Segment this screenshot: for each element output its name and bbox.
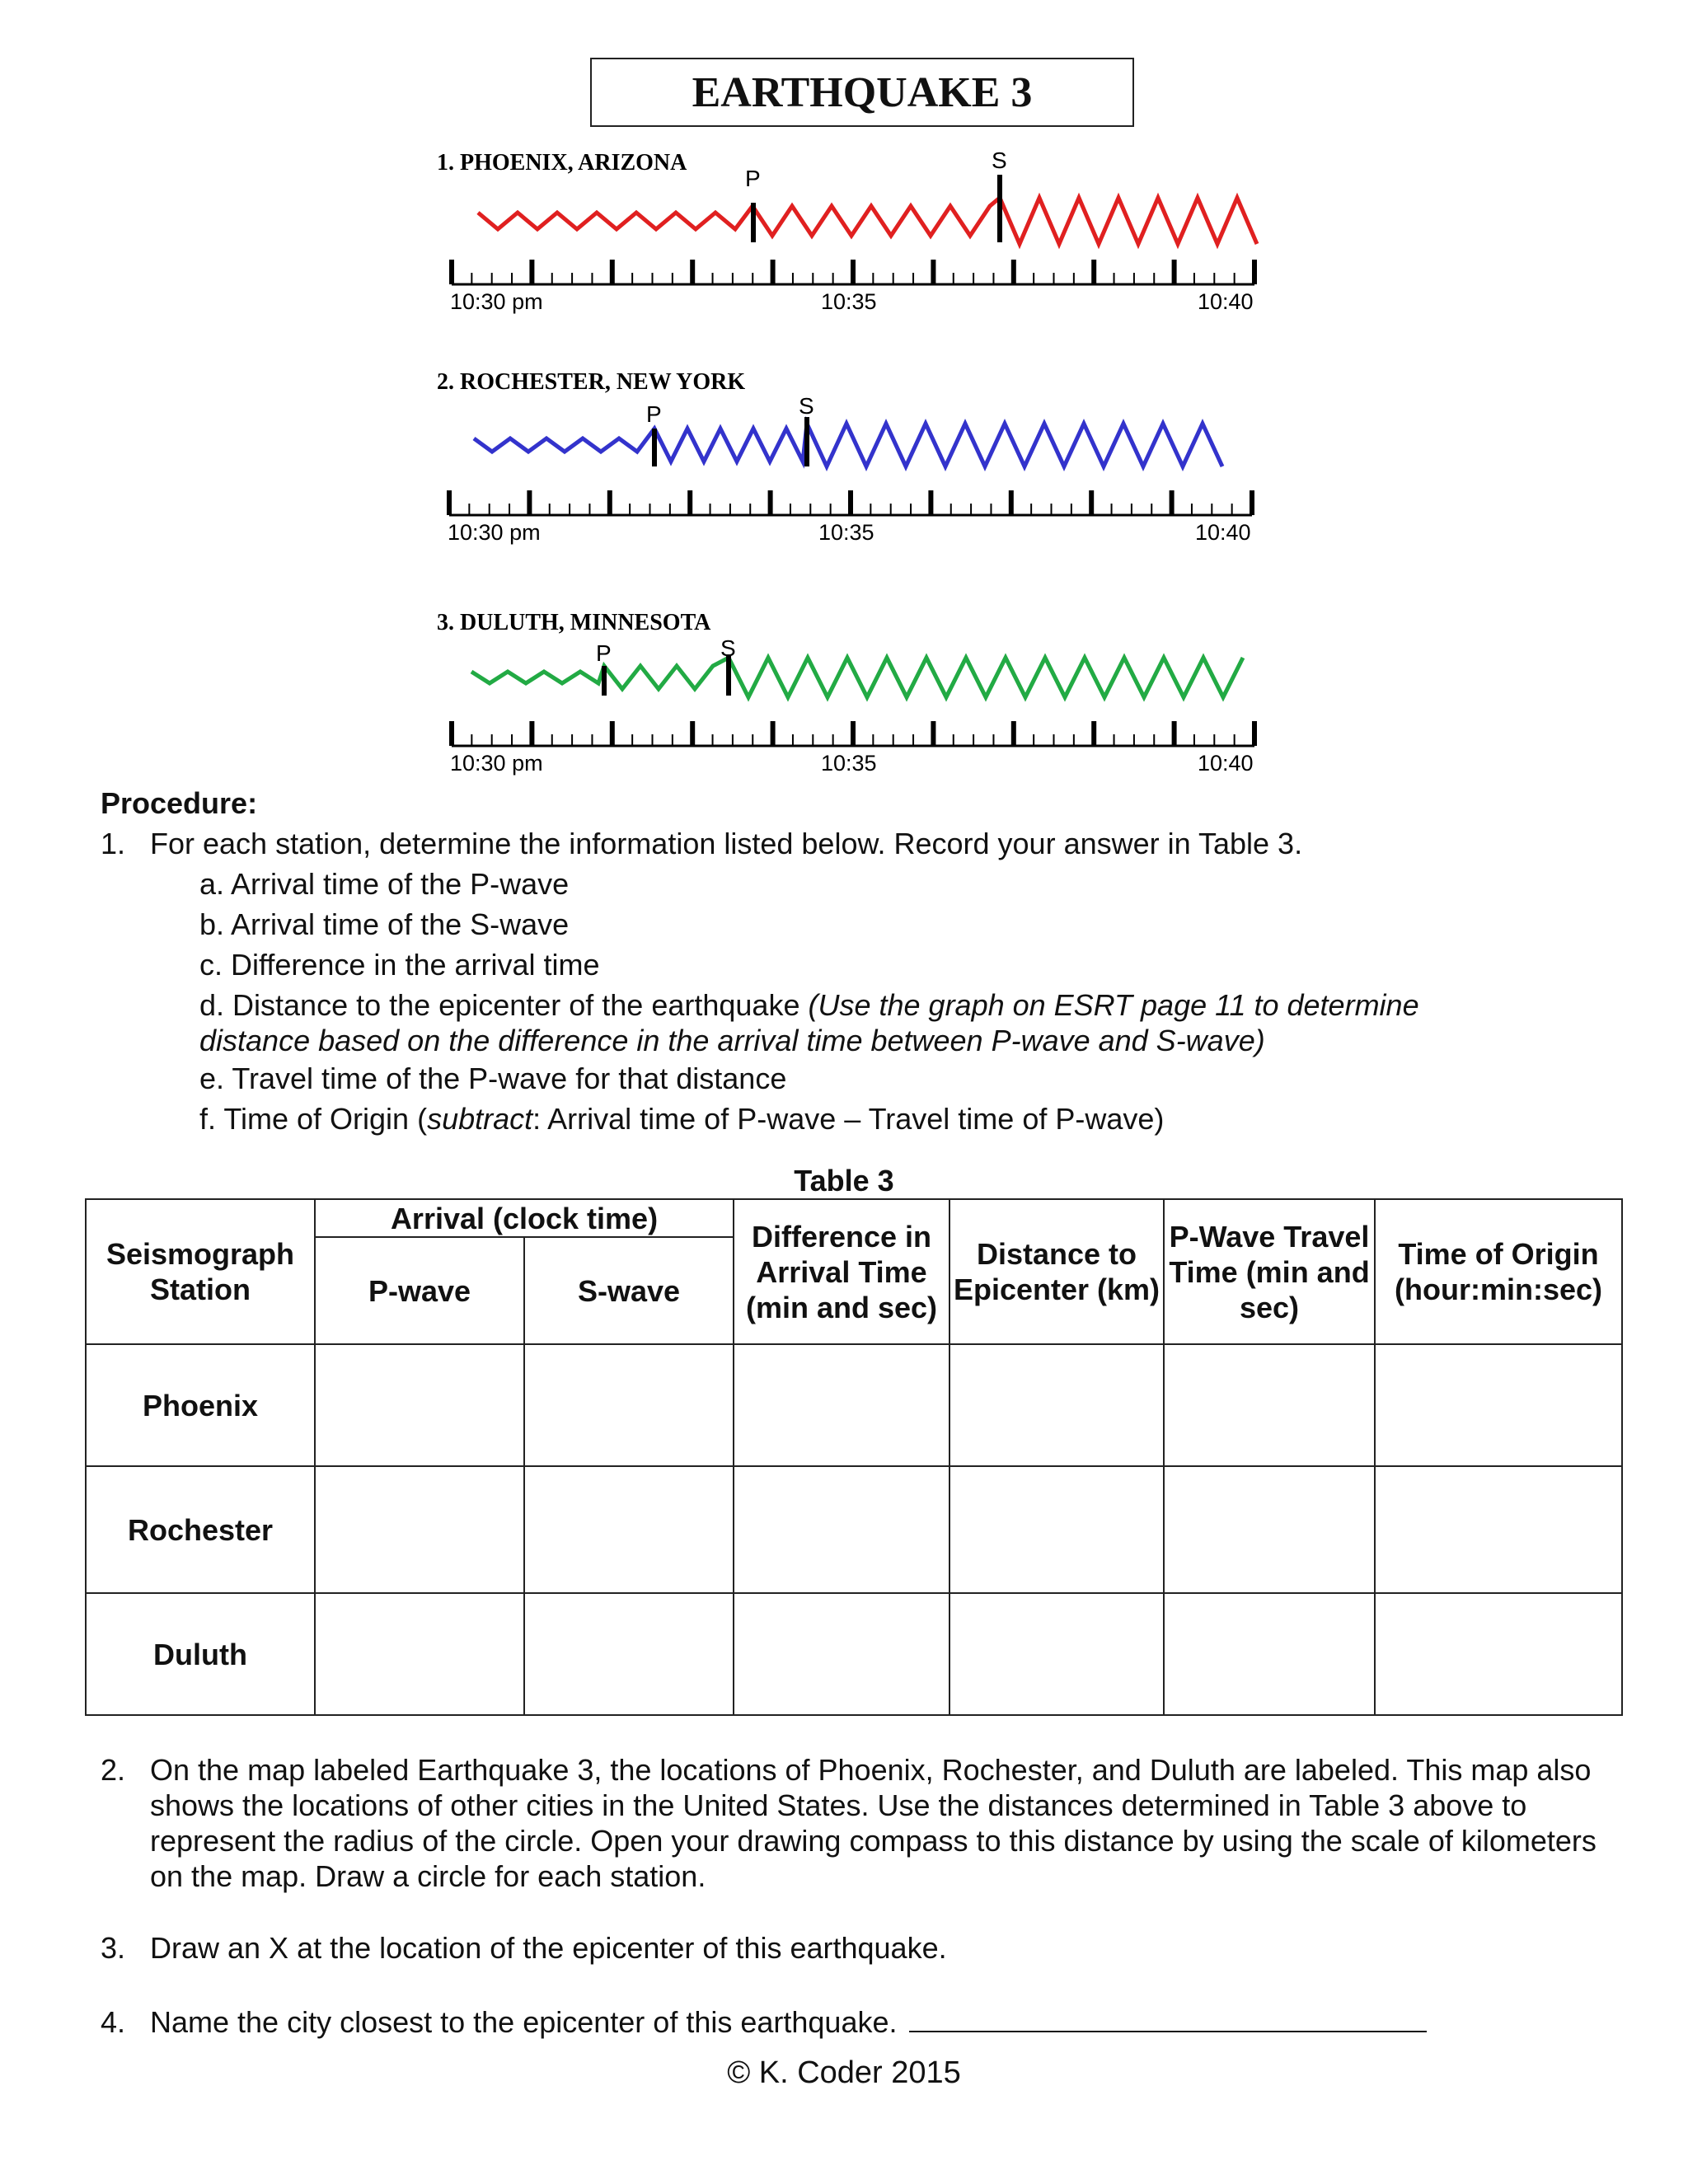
step-1a: a. Arrival time of the P-wave [199,867,570,901]
cell-travel-time[interactable] [1164,1466,1375,1593]
cell-distance[interactable] [950,1344,1164,1466]
cell-origin[interactable] [1375,1593,1622,1715]
cell-distance[interactable] [950,1593,1164,1715]
cell-travel-time[interactable] [1164,1593,1375,1715]
header-s-wave: S-wave [524,1237,734,1344]
seismogram-rochester [437,369,1252,545]
page-title: EARTHQUAKE 3 [590,58,1134,127]
time-label-end-rochester: 10:40 [1195,520,1251,545]
time-label-mid-duluth: 10:35 [821,751,877,776]
table-row [86,1344,1622,1466]
p-label-rochester: P [646,401,662,427]
cell-difference[interactable] [734,1466,950,1593]
question-4-text: Name the city closest to the epicenter of this earthquake. [150,2005,898,2039]
step-1f-post: : Arrival time of P-wave – Travel time of P-wave) [532,1102,1165,1136]
answer-blank[interactable] [909,2006,1427,2032]
header-arrival: Arrival (clock time) [315,1199,734,1237]
seismograms [0,0,1688,791]
header-p-travel-time: P-Wave Travel Time (min and sec) [1164,1199,1375,1344]
cell-s-wave[interactable] [524,1344,734,1466]
time-label-start-phoenix: 10:30 pm [450,289,543,314]
seismogram-phoenix [437,148,1257,314]
p-marker-rochester [652,429,657,466]
question-3-text: Draw an X at the location of the epicenter of this earthquake. [150,1931,947,1965]
s-label-rochester: S [799,393,814,419]
time-label-mid-phoenix: 10:35 [821,289,877,314]
time-label-start-duluth: 10:30 pm [450,751,543,776]
procedure-step-1 [101,823,1419,864]
table-3 [85,1198,1623,1716]
step-1d-text: d. Distance to the epicenter of the earthquake [199,988,809,1022]
table-caption: Table 3 [794,1164,894,1197]
header-p-wave: P-wave [315,1237,524,1344]
cell-p-wave[interactable] [315,1593,524,1715]
step-1e: e. Travel time of the P-wave for that distance [199,1062,787,1095]
time-label-start-rochester: 10:30 pm [448,520,541,545]
step-1-number: 1. [101,827,126,860]
step-1c: c. Difference in the arrival time [199,948,600,982]
row-station-duluth: Duluth [86,1593,315,1715]
cell-distance[interactable] [950,1466,1164,1593]
copyright-footer: © K. Coder 2015 [727,2055,961,2090]
time-label-mid-rochester: 10:35 [818,520,874,545]
step-1b: b. Arrival time of the S-wave [199,907,570,941]
procedure-section [101,783,1419,1139]
cell-difference[interactable] [734,1593,950,1715]
question-4 [101,2004,1601,2040]
question-3 [101,1930,1601,1966]
p-marker-phoenix [751,203,756,242]
table-row [86,1466,1622,1593]
wave-duluth [471,658,1243,697]
s-marker-rochester [804,417,809,466]
time-label-end-duluth: 10:40 [1198,751,1254,776]
procedure-heading: Procedure: [101,786,258,820]
question-3-number: 3. [101,1931,126,1965]
question-4-number: 4. [101,2005,126,2039]
cell-s-wave[interactable] [524,1593,734,1715]
question-2 [101,1752,1601,1894]
time-label-end-phoenix: 10:40 [1198,289,1254,314]
header-time-of-origin: Time of Origin (hour:min:sec) [1375,1199,1622,1344]
seismogram-duluth [437,610,1254,776]
step-1f-pre: f. Time of Origin ( [199,1102,428,1136]
step-1d-note-1: (Use the graph on ESRT page 11 to determine [808,988,1419,1022]
step-1d [199,987,1419,1058]
row-station-rochester: Rochester [86,1466,315,1593]
time-ruler-phoenix [452,260,1254,284]
s-marker-phoenix [997,175,1002,242]
cell-s-wave[interactable] [524,1466,734,1593]
cell-difference[interactable] [734,1344,950,1466]
station-label-phoenix: 1. PHOENIX, ARIZONA [437,150,687,176]
header-difference: Difference in Arrival Time (min and sec) [734,1199,950,1344]
header-seismograph-station: Seismograph Station [86,1199,315,1344]
cell-p-wave[interactable] [315,1344,524,1466]
time-ruler-rochester [449,490,1252,515]
cell-origin[interactable] [1375,1466,1622,1593]
cell-origin[interactable] [1375,1344,1622,1466]
step-1-text: For each station, determine the information listed below. Record your answer in Table 3. [150,827,1303,860]
table-row [86,1593,1622,1715]
cell-travel-time[interactable] [1164,1344,1375,1466]
station-label-rochester: 2. ROCHESTER, NEW YORK [437,369,746,395]
p-label-phoenix: P [745,166,761,191]
s-label-phoenix: S [992,148,1007,173]
wave-rochester [474,424,1222,466]
wave-phoenix [478,198,1257,244]
step-1d-note-2: distance based on the difference in the arrival time between P-wave and S-wave) [199,1024,1265,1057]
station-label-duluth: 3. DULUTH, MINNESOTA [437,610,711,635]
row-station-phoenix: Phoenix [86,1344,315,1466]
s-label-duluth: S [720,635,736,661]
time-ruler-duluth [452,721,1254,746]
cell-p-wave[interactable] [315,1466,524,1593]
question-2-text: On the map labeled Earthquake 3, the locations of Phoenix, Rochester, and Duluth are labeled. This map also shows the locations of other cities in the United States. Use the distances determined in Table 3 above to represent the radius of the circle. Open your drawing compass to this distance by using the scale of kilometers on the map. Draw a circle for each station. [150,1753,1597,1893]
step-1f [199,1099,1419,1139]
step-1f-italic: subtract [427,1102,533,1136]
question-2-number: 2. [101,1753,126,1787]
header-distance: Distance to Epicenter (km) [950,1199,1164,1344]
p-marker-duluth [602,666,607,696]
p-label-duluth: P [596,640,612,666]
